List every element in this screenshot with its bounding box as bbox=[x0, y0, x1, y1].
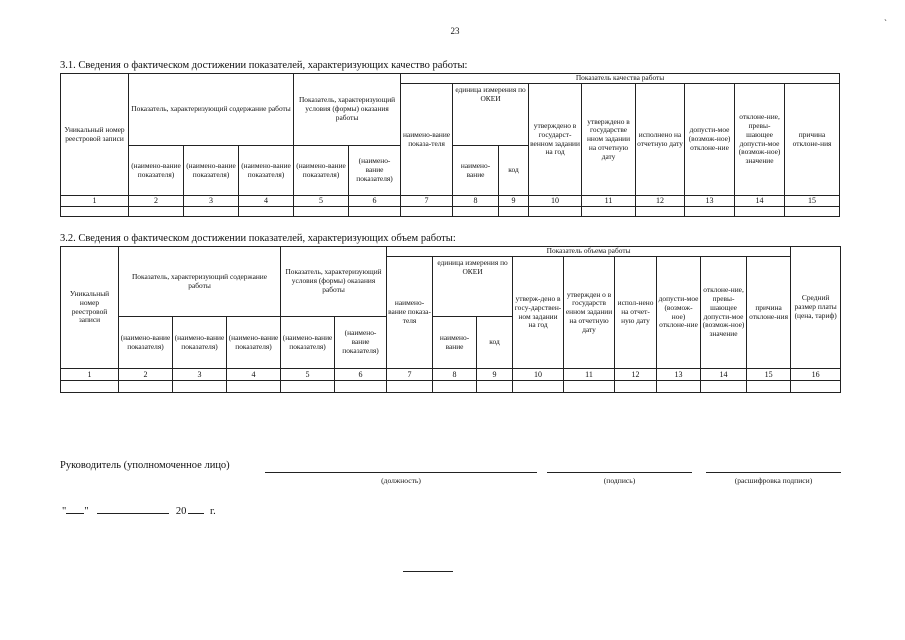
table-cell[interactable] bbox=[791, 381, 841, 393]
table-cell[interactable] bbox=[636, 207, 685, 217]
month-field[interactable] bbox=[97, 503, 169, 514]
column-number: 15 bbox=[785, 196, 840, 207]
header-unit: единица измерения по ОКЕИ bbox=[453, 84, 529, 146]
sub-indicator-name: (наимено-вание показателя) bbox=[349, 146, 401, 196]
table-cell[interactable] bbox=[529, 207, 582, 217]
section-title-volume: 3.2. Сведения о фактическом достижении показателей, характеризующих объем работы: bbox=[60, 233, 456, 244]
table-cell[interactable] bbox=[657, 381, 701, 393]
header-unit-name: наимено-вание bbox=[453, 146, 499, 196]
table-cell[interactable] bbox=[349, 207, 401, 217]
table-cell[interactable] bbox=[615, 381, 657, 393]
date-line bbox=[62, 503, 216, 517]
header-fulfilled: исполнено на отчетную дату bbox=[636, 84, 685, 196]
header-allowed-deviation: допусти-мое (возмож-ное) отклоне-ние bbox=[685, 84, 735, 196]
column-number: 15 bbox=[747, 369, 791, 381]
sub-indicator-name: (наимено-вание показателя) bbox=[227, 317, 281, 369]
header-unique-number: Уникальный номер реестровой записи bbox=[61, 247, 119, 369]
header-deviation-reason: причина отклоне-ния bbox=[747, 257, 791, 369]
table-row bbox=[61, 381, 841, 393]
header-exceeding-deviation: отклоне-ние, превы-шающее допусти-мое (возмож-ное) значение bbox=[701, 257, 747, 369]
header-average-fee: Средний размер платы (цена, тариф) bbox=[791, 247, 841, 369]
sub-indicator-name: (наимено-вание показателя) bbox=[184, 146, 239, 196]
table-cell[interactable] bbox=[184, 207, 239, 217]
sub-indicator-name: (наимено-вание показателя) bbox=[173, 317, 227, 369]
corner-mark: ` bbox=[884, 18, 887, 28]
header-indicator-name: наимено-вание показа-теля bbox=[401, 84, 453, 196]
sub-indicator-name: (наимено-вание показателя) bbox=[129, 146, 184, 196]
table-cell[interactable] bbox=[173, 381, 227, 393]
header-approved-date: утверждено в государстве нном задании на отчетную дату bbox=[582, 84, 636, 196]
sub-indicator-name: (наимено-вание показателя) bbox=[281, 317, 335, 369]
table-cell[interactable] bbox=[239, 207, 294, 217]
column-number: 1 bbox=[61, 196, 129, 207]
header-approved-date: утвержден о в государств енном задании на отчетную дату bbox=[564, 257, 615, 369]
year-prefix: 20 bbox=[175, 506, 187, 517]
sub-indicator-name: (наимено-вание показателя) bbox=[239, 146, 294, 196]
day-field[interactable] bbox=[66, 503, 84, 514]
header-unit-code: код bbox=[499, 146, 529, 196]
header-conditions-indicator: Показатель, характеризующий условия (формы) оказания работы bbox=[294, 74, 401, 146]
header-content-indicator: Показатель, характеризующий содержание работы bbox=[119, 247, 281, 317]
column-number: 11 bbox=[582, 196, 636, 207]
table-row bbox=[61, 207, 840, 217]
column-number: 3 bbox=[184, 196, 239, 207]
header-content-indicator: Показатель, характеризующий содержание работы bbox=[129, 74, 294, 146]
table-cell[interactable] bbox=[513, 381, 564, 393]
table-cell[interactable] bbox=[785, 207, 840, 217]
table-cell[interactable] bbox=[433, 381, 477, 393]
header-unique-number: Уникальный номер реестровой записи bbox=[61, 74, 129, 196]
table-cell[interactable] bbox=[119, 381, 173, 393]
table-cell[interactable] bbox=[735, 207, 785, 217]
position-caption: (должность) bbox=[381, 476, 421, 485]
decoding-line[interactable] bbox=[706, 472, 841, 473]
column-number: 7 bbox=[401, 196, 453, 207]
column-number: 6 bbox=[335, 369, 387, 381]
column-number: 14 bbox=[735, 196, 785, 207]
header-unit-code: код bbox=[477, 317, 513, 369]
year-suffix: г. bbox=[209, 506, 216, 517]
page-number: 23 bbox=[450, 26, 460, 36]
column-number: 9 bbox=[499, 196, 529, 207]
header-allowed-deviation: допусти-мое (возмож-ное) отклоне-ние bbox=[657, 257, 701, 369]
table-cell[interactable] bbox=[747, 381, 791, 393]
column-number: 2 bbox=[129, 196, 184, 207]
header-deviation-reason: причина отклоне-ния bbox=[785, 84, 840, 196]
column-number: 7 bbox=[387, 369, 433, 381]
position-line[interactable] bbox=[265, 472, 537, 473]
header-approved-year: утверждено в государст-венном задании на год bbox=[529, 84, 582, 196]
sub-indicator-name: (наимено-вание показателя) bbox=[335, 317, 387, 369]
table-cell[interactable] bbox=[335, 381, 387, 393]
column-number: 4 bbox=[227, 369, 281, 381]
column-number: 16 bbox=[791, 369, 841, 381]
table-cell[interactable] bbox=[477, 381, 513, 393]
column-number: 8 bbox=[453, 196, 499, 207]
table-cell[interactable] bbox=[685, 207, 735, 217]
open-quote: " bbox=[62, 506, 67, 517]
table-cell[interactable] bbox=[582, 207, 636, 217]
header-volume-group: Показатель объема работы bbox=[387, 247, 791, 257]
table-cell[interactable] bbox=[227, 381, 281, 393]
header-approved-year: утверж-дено в госу-дарствен-ном задании на год bbox=[513, 257, 564, 369]
column-number: 1 bbox=[61, 369, 119, 381]
header-quality-group: Показатель качества работы bbox=[401, 74, 840, 84]
column-number: 10 bbox=[529, 196, 582, 207]
volume-indicators-table bbox=[60, 246, 841, 393]
header-unit: единица измерения по ОКЕИ bbox=[433, 257, 513, 317]
table-cell[interactable] bbox=[294, 207, 349, 217]
header-unit-name: наимено-вание bbox=[433, 317, 477, 369]
header-indicator-name: наимено-вание показа-теля bbox=[387, 257, 433, 369]
column-number: 6 bbox=[349, 196, 401, 207]
column-number: 5 bbox=[294, 196, 349, 207]
sub-indicator-name: (наимено-вание показателя) bbox=[294, 146, 349, 196]
decoding-caption: (расшифровка подписи) bbox=[734, 476, 813, 485]
table-cell[interactable] bbox=[387, 381, 433, 393]
table-cell[interactable] bbox=[499, 207, 529, 217]
signature-line[interactable] bbox=[547, 472, 692, 473]
column-number: 14 bbox=[701, 369, 747, 381]
table-cell[interactable] bbox=[453, 207, 499, 217]
column-number: 12 bbox=[636, 196, 685, 207]
quality-indicators-table bbox=[60, 73, 840, 217]
table-cell[interactable] bbox=[61, 381, 119, 393]
table-cell[interactable] bbox=[401, 207, 453, 217]
column-number: 10 bbox=[513, 369, 564, 381]
column-number: 12 bbox=[615, 369, 657, 381]
column-number: 4 bbox=[239, 196, 294, 207]
table-cell[interactable] bbox=[129, 207, 184, 217]
column-number: 5 bbox=[281, 369, 335, 381]
close-quote: " bbox=[84, 506, 89, 517]
section-title-quality: 3.1. Сведения о фактическом достижении показателей, характеризующих качество работы: bbox=[60, 60, 468, 71]
signature-caption: (подпись) bbox=[603, 476, 636, 485]
table-cell[interactable] bbox=[701, 381, 747, 393]
header-exceeding-deviation: отклоне-ние, превы-шающее допусти-мое (возмож-ное) значение bbox=[735, 84, 785, 196]
column-number: 2 bbox=[119, 369, 173, 381]
manager-label: Руководитель (уполномоченное лицо) bbox=[60, 460, 230, 471]
table-cell[interactable] bbox=[61, 207, 129, 217]
column-number: 8 bbox=[433, 369, 477, 381]
column-number: 9 bbox=[477, 369, 513, 381]
header-fulfilled: испол-нено на отчет-ную дату bbox=[615, 257, 657, 369]
header-conditions-indicator: Показатель, характеризующий условия (формы) оказания работы bbox=[281, 247, 387, 317]
table-cell[interactable] bbox=[281, 381, 335, 393]
footer-divider bbox=[403, 571, 453, 572]
column-number: 13 bbox=[657, 369, 701, 381]
sub-indicator-name: (наимено-вание показателя) bbox=[119, 317, 173, 369]
column-number: 13 bbox=[685, 196, 735, 207]
table-cell[interactable] bbox=[564, 381, 615, 393]
column-number: 3 bbox=[173, 369, 227, 381]
year-field[interactable] bbox=[188, 503, 204, 514]
column-number: 11 bbox=[564, 369, 615, 381]
